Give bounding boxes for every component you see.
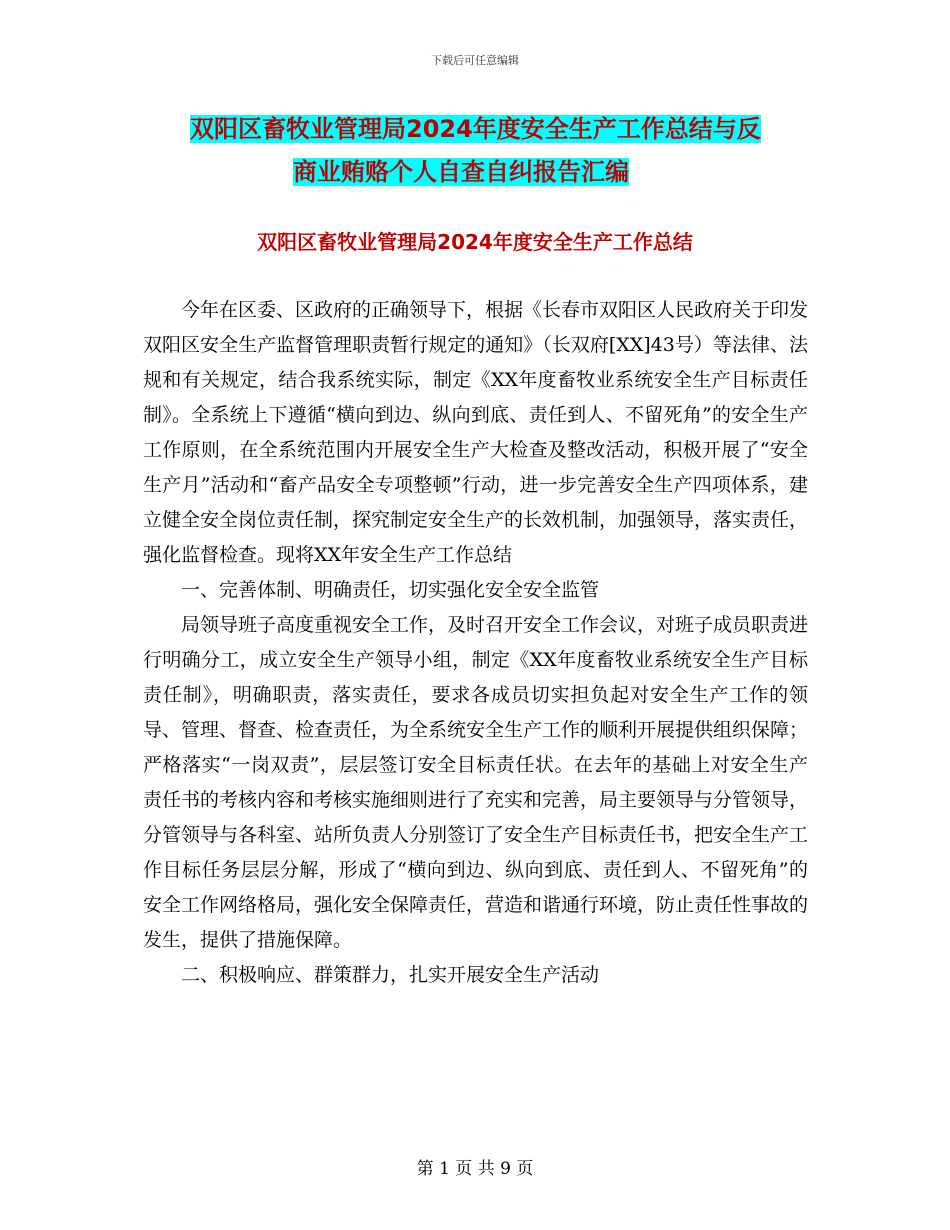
main-title-line-1 (150, 108, 850, 151)
main-title-line-1-text: 双阳区畜牧业管理局2024年度安全生产工作总结与反 (190, 115, 761, 143)
paragraph-intro: 今年在区委、区政府的正确领导下，根据《长春市双阳区人民政府关于印发双阳区安全生产监督管理职责暂行规定的通知》（长双府[XX]43号）等法律、法规和有关规定，结合我系统实际，制定《XX年度畜牧业系统安全生产目标责任制》。全系统上下遵循“横向到边、纵向到底、责任到人、不留死角”的安全生产工作原则，在全系统范围内开展安全生产大检查及整改活动，积极开展了“安全生产月”活动和“畜产品安全专项整顿”行动，进一步完善安全生产四项体系，建立健全安全岗位责任制，探究制定安全生产的长效机制，加强领导，落实责任，强化监督检查。现将XX年安全生产工作总结 (143, 299, 809, 566)
heading-section-2: 二、积极响应、群策群力，扎实开展安全生产活动 (181, 964, 600, 986)
main-title-line-2 (150, 151, 850, 194)
main-title-line-2-text: 商业贿赂个人自查自纠报告汇编 (293, 158, 629, 186)
document-main-title (150, 108, 850, 194)
heading-section-1: 一、完善体制、明确责任，切实强化安全安全监管 (181, 579, 600, 601)
document-body (143, 293, 808, 993)
page-header-note: 下载后可任意编辑 (431, 54, 519, 67)
section-title: 双阳区畜牧业管理局2024年度安全生产工作总结 (257, 230, 693, 254)
page-number-footer: 第 1 页 共 9 页 (416, 1159, 534, 1179)
paragraph-section-1: 局领导班子高度重视安全工作，及时召开安全工作会议，对班子成员职责进行明确分工，成立安全生产领导小组，制定《XX年度畜牧业系统安全生产目标责任制》，明确职责，落实责任，要求各成员切实担负起对安全生产工作的领导、管理、督查、检查责任，为全系统安全生产工作的顺利开展提供组织保障；严格落实“一岗双责”，层层签订安全目标责任状。在去年的基础上对安全生产责任书的考核内容和考核实施细则进行了充实和完善，局主要领导与分管领导，分管领导与各科室、站所负责人分别签订了安全生产目标责任书，把安全生产工作目标任务层层分解，形成了“横向到边、纵向到底、责任到人、不留死角”的安全工作网络格局，强化安全保障责任，营造和谐通行环境，防止责任性事故的发生，提供了措施保障。 (143, 614, 809, 951)
